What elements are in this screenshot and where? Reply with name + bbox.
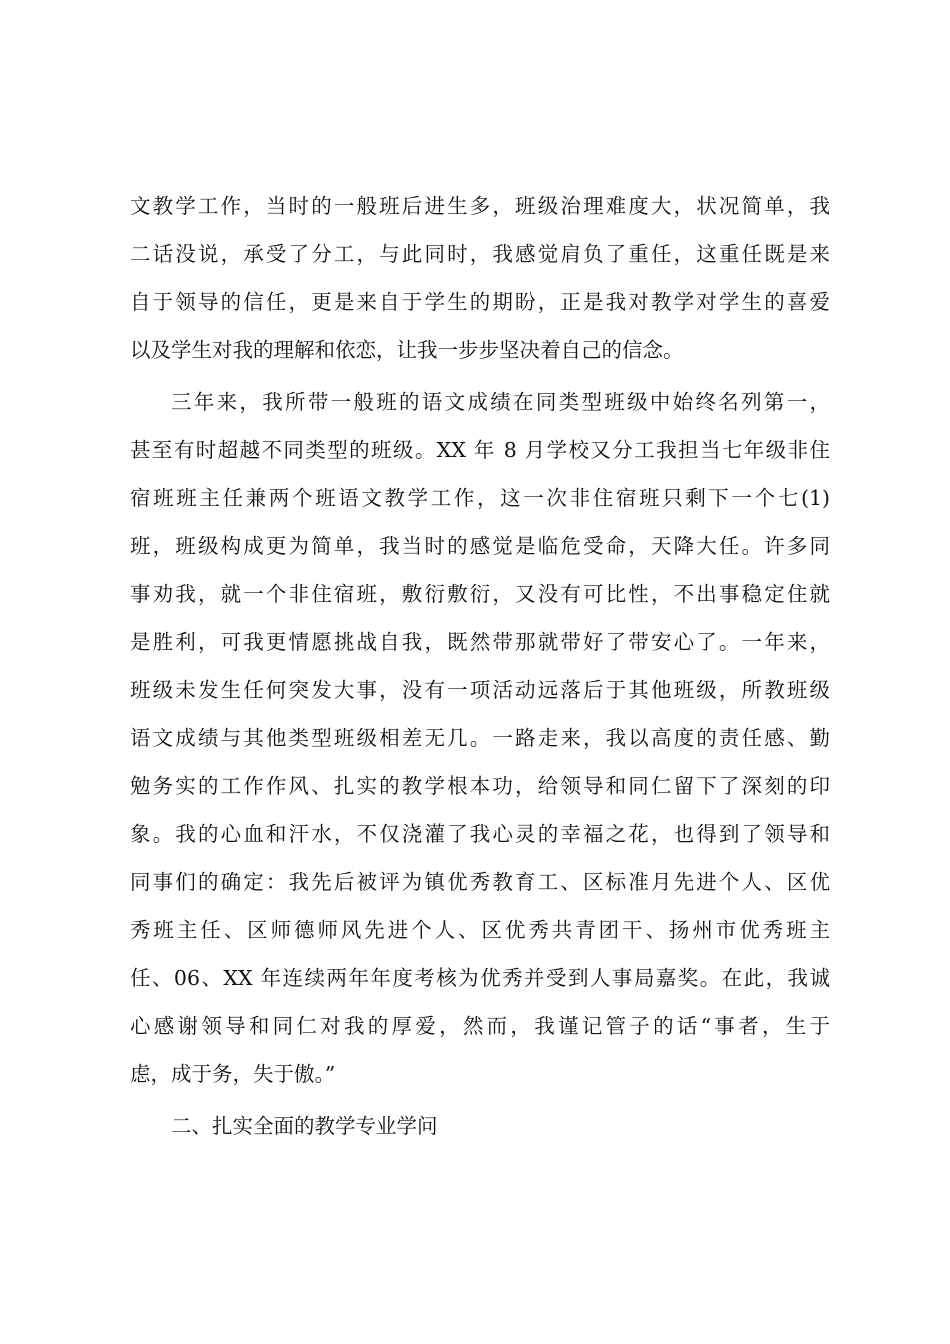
paragraph-2-line-14: 心感谢领导和同仁对我的厚爱，然而，我谨记管子的话“事者，生于 [130,1014,830,1038]
paragraph-2-line-3: 宿班班主任兼两个班语文教学工作，这一次非住宿班只剩下一个七(1) [130,486,830,510]
paragraph-2-line-1: 三年来，我所带一般班的语文成绩在同类型班级中始终名列第一， [171,390,830,414]
paragraph-2-line-12: 秀班主任、区师德师风先进个人、区优秀共青团干、扬州市优秀班主 [130,918,830,942]
paragraph-2-line-5: 事劝我，就一个非住宿班，敷衍敷衍，又没有可比性，不出事稳定住就 [130,582,830,606]
paragraph-2-line-2: 甚至有时超越不同类型的班级。XX 年 8 月学校又分工我担当七年级非住 [130,438,830,462]
paragraph-2-line-4: 班，班级构成更为简单，我当时的感觉是临危受命，天降大任。许多同 [130,534,830,558]
paragraph-2-line-8: 语文成绩与其他类型班级相差无几。一路走来，我以高度的责任感、勤 [130,726,830,750]
paragraph-1-line-3: 自于领导的信任，更是来自于学生的期盼，正是我对教学对学生的喜爱 [130,290,830,314]
paragraph-1-line-2: 二话没说，承受了分工，与此同时，我感觉肩负了重任，这重任既是来 [130,242,830,266]
paragraph-2-line-6: 是胜利，可我更情愿挑战自我，既然带那就带好了带安心了。一年来， [130,630,830,654]
paragraph-2-line-13: 任、06、XX 年连续两年年度考核为优秀并受到人事局嘉奖。在此，我诚 [130,966,830,990]
paragraph-2-line-11: 同事们的确定：我先后被评为镇优秀教育工、区标准月先进个人、区优 [130,870,830,894]
paragraph-2-line-7: 班级未发生任何突发大事，没有一项活动远落后于其他班级，所教班级 [130,678,830,702]
paragraph-2-line-9: 勉务实的工作作风、扎实的教学根本功，给领导和同仁留下了深刻的印 [130,774,830,798]
paragraph-2-line-10: 象。我的心血和汗水，不仅浇灌了我心灵的幸福之花，也得到了领导和 [130,822,830,846]
paragraph-1-line-4: 以及学生对我的理解和依恋，让我一步步坚决着自己的信念。 [130,338,684,362]
section-heading: 二、扎实全面的教学专业学问 [171,1114,438,1138]
paragraph-2-line-15: 虑，成于务，失于傲。” [130,1062,336,1086]
paragraph-1-line-1: 文教学工作，当时的一般班后进生多，班级治理难度大，状况简单，我 [130,194,830,218]
